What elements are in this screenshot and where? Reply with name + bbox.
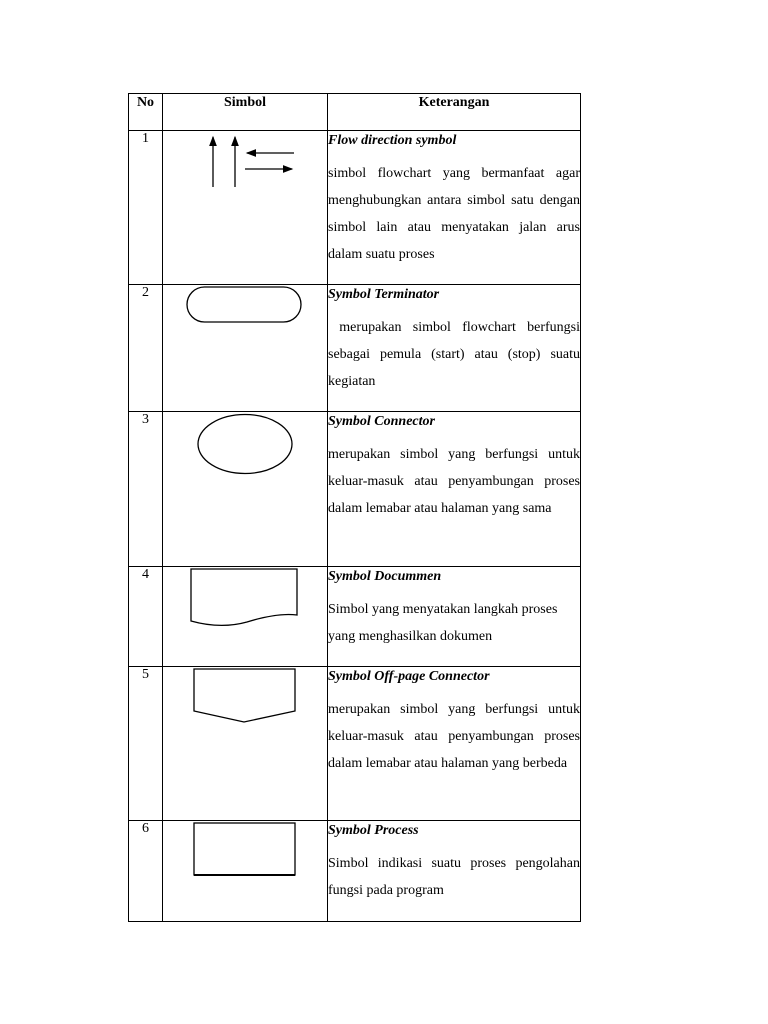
flowchart-symbol-table — [128, 93, 584, 922]
description-cell — [328, 821, 581, 922]
table-header-row — [129, 94, 581, 131]
symbol-cell — [163, 567, 328, 667]
symbol-title: Symbol Process — [328, 823, 419, 838]
symbol-title: Symbol Terminator — [328, 287, 440, 302]
symbol-title: Symbol Off-page Connector — [328, 669, 490, 684]
symbol-description: Simbol indikasi suatu proses pengolahan fungsi pada program — [328, 856, 580, 898]
header-keterangan — [328, 94, 581, 131]
row-number: 6 — [129, 821, 163, 922]
off-page-connector-icon — [192, 667, 298, 725]
table-row — [129, 285, 581, 412]
description-cell — [328, 131, 581, 285]
process-rectangle-icon — [192, 821, 298, 879]
symbol-description: merupakan simbol flowchart berfungsi sebagai pemula (start) atau (stop) suatu kegiatan — [328, 320, 584, 389]
symbol-description: merupakan simbol yang berfungsi untuk keluar-masuk atau penyambungan proses dalam lemabar atau halaman yang sama — [328, 447, 580, 516]
symbol-title: Symbol Docummen — [328, 569, 442, 584]
symbol-cell — [163, 131, 328, 285]
description-cell — [328, 412, 581, 567]
description-cell — [328, 567, 581, 667]
symbol-cell — [163, 412, 328, 567]
header-no — [129, 94, 163, 131]
flow-direction-arrows-icon — [195, 131, 295, 191]
symbol-title: Symbol Connector — [328, 414, 435, 429]
description-cell — [328, 285, 584, 412]
header-simbol-label: Simbol — [223, 95, 266, 110]
symbol-cell — [163, 285, 328, 412]
document-icon — [189, 567, 301, 629]
row-number: 1 — [129, 131, 163, 285]
row-number: 2 — [129, 285, 163, 412]
row-number: 4 — [129, 567, 163, 667]
header-no-label: No — [136, 95, 155, 110]
symbol-description: merupakan simbol yang berfungsi untuk keluar-masuk atau penyambungan proses dalam lemabar atau halaman yang berbeda — [328, 702, 580, 771]
terminator-icon — [185, 285, 305, 325]
row-number: 5 — [129, 667, 163, 821]
description-cell — [328, 667, 581, 821]
row-number: 3 — [129, 412, 163, 567]
connector-ellipse-icon — [195, 412, 295, 476]
symbol-cell — [163, 667, 328, 821]
table-row — [129, 412, 581, 567]
symbol-description: simbol flowchart yang bermanfaat agar menghubungkan antara simbol satu dengan simbol lain atau menyatakan jalan arus dalam suatu proses — [328, 166, 580, 262]
header-simbol — [163, 94, 328, 131]
symbol-cell — [163, 821, 328, 922]
table-row — [129, 131, 581, 285]
table-row — [129, 821, 581, 922]
table-row — [129, 667, 581, 821]
symbol-description: Simbol yang menyatakan langkah proses yang menghasilkan dokumen — [328, 602, 558, 644]
header-keterangan-label: Keterangan — [418, 95, 490, 110]
table-row — [129, 567, 581, 667]
symbol-title: Flow direction symbol — [328, 133, 457, 148]
